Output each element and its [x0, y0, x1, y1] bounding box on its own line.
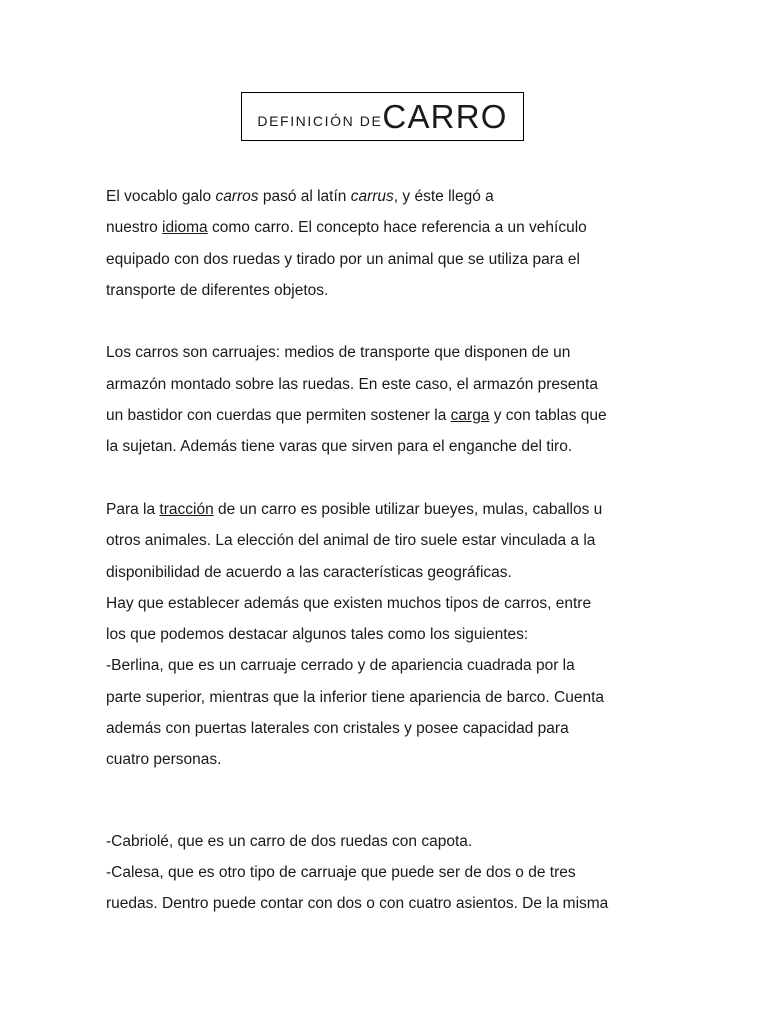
text-line: -Berlina, que es un carruaje cerrado y de apariencia cuadrada por la	[106, 657, 575, 675]
paragraph-spacer	[106, 776, 666, 826]
text-line	[106, 400, 666, 431]
text-line: otros animales. La elección del animal de tiro suele estar vinculada a la	[106, 532, 596, 550]
text-segment: nuestro	[106, 219, 163, 237]
title-main: CARRO	[382, 97, 508, 135]
text-line: Los carros son carruajes: medios de transporte que disponen de un	[106, 344, 571, 362]
text-line: -Calesa, que es otro tipo de carruaje que puede ser de dos o de tres	[106, 863, 576, 881]
italic-term: carrus	[350, 188, 394, 205]
italic-term: carros	[215, 188, 259, 205]
title-prefix: DEFINICIÓN DE	[257, 112, 383, 129]
paragraph-spacer	[106, 306, 666, 337]
link-carga[interactable]: carga	[450, 407, 490, 425]
text-line: los que podemos destacar algunos tales como los siguientes:	[106, 626, 529, 644]
text-line	[106, 181, 666, 212]
text-segment: , y éste llegó a	[393, 188, 494, 205]
paragraph-spacer	[106, 463, 666, 494]
text-segment: un bastidor con cuerdas que permiten sostener la	[106, 407, 451, 425]
text-line: transporte de diferentes objetos.	[106, 281, 329, 299]
text-line: la sujetan. Además tiene varas que sirven para el enganche del tiro.	[106, 438, 573, 456]
document-body	[106, 181, 666, 920]
text-line: además con puertas laterales con cristales y posee capacidad para	[106, 720, 569, 738]
link-traccion[interactable]: tracción	[159, 500, 214, 518]
text-line	[106, 494, 666, 525]
text-segment: como carro. El concepto hace referencia a un vehículo	[207, 219, 587, 237]
text-line: parte superior, mientras que la inferior tiene apariencia de barco. Cuenta	[106, 688, 605, 706]
text-line: disponibilidad de acuerdo a las características geográficas.	[106, 563, 512, 581]
text-segment: El vocablo galo	[106, 188, 216, 205]
text-line: cuatro personas.	[106, 751, 222, 769]
text-line: ruedas. Dentro puede contar con dos o con cuatro asientos. De la misma	[106, 895, 609, 913]
text-line: armazón montado sobre las ruedas. En este caso, el armazón presenta	[106, 375, 598, 393]
text-line: -Cabriolé, que es un carro de dos ruedas con capota.	[106, 832, 473, 850]
text-segment: de un carro es posible utilizar bueyes, mulas, caballos u	[213, 500, 603, 518]
text-line	[106, 212, 666, 243]
text-segment: Para la	[106, 500, 160, 518]
link-idioma[interactable]: idioma	[162, 219, 208, 237]
text-line: Hay que establecer además que existen muchos tipos de carros, entre	[106, 594, 592, 612]
text-segment: y con tablas que	[489, 407, 607, 425]
document-title	[241, 92, 524, 141]
text-segment: pasó al latín	[258, 188, 351, 205]
text-line: equipado con dos ruedas y tirado por un animal que se utiliza para el	[106, 250, 580, 268]
